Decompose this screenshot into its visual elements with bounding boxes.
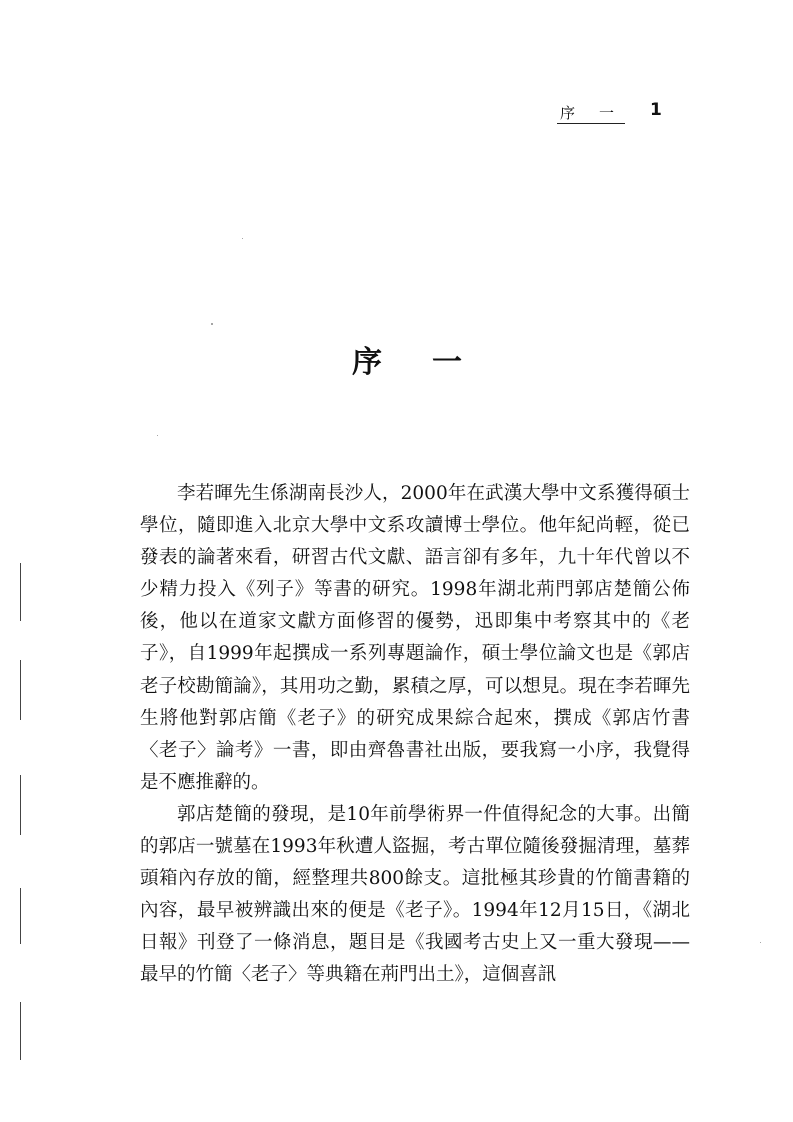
running-header [557,100,667,128]
running-title-underline [557,123,625,124]
scan-speck [211,323,213,325]
scan-speck [157,435,158,436]
scan-speck [760,942,761,943]
scan-margin-mark [20,563,21,621]
scan-margin-mark [20,775,21,835]
paragraph: 李若暉先生係湖南長沙人，2000年在武漢大學中文系獲得碩士學位，隨即進入北京大學中文系攻讀博士學位。他年紀尚輕，從已發表的論著來看，研習古代文獻、語言卻有多年，九十年代曾以不少精力投入《列子》等書的研究。1998年湖北荊門郭店楚簡公佈後，他以在道家文獻方面修習的優勢，迅即集中考察其中的《老子》，自1999年起撰成一系列專題論作，碩士學位論文也是《郭店老子校勘簡論》，其用功之勤，累積之厚，可以想見。現在李若暉先生將他對郭店簡《老子》的研究成果綜合起來，撰成《郭店竹書〈老子〉論考》一書，即由齊魯書社出版，要我寫一小序，我覺得是不應推辭的。 [140,483,690,793]
scan-speck [242,238,243,239]
running-title: 序一 [560,104,639,122]
body-text [140,478,690,992]
paragraph: 郭店楚簡的發現，是10年前學術界一件值得紀念的大事。出簡的郭店一號墓在1993年秋遭人盜掘，考古單位隨後發掘清理，墓葬頭箱內存放的簡，經整理共800餘支。這批極其珍貴的竹簡書籍的內容，最早被辨識出來的便是《老子》。1994年12月15日，《湖北日報》刊登了一條消息，題目是《我國考古史上又一重大發現——最早的竹簡〈老子〉等典籍在荊門出土》，這個喜訊 [140,803,690,986]
scan-margin-mark [20,888,21,944]
scan-margin-mark [20,1002,21,1060]
scan-margin-mark [20,660,21,720]
page-number: 1 [650,100,662,120]
chapter-title: 序一 [352,345,512,380]
